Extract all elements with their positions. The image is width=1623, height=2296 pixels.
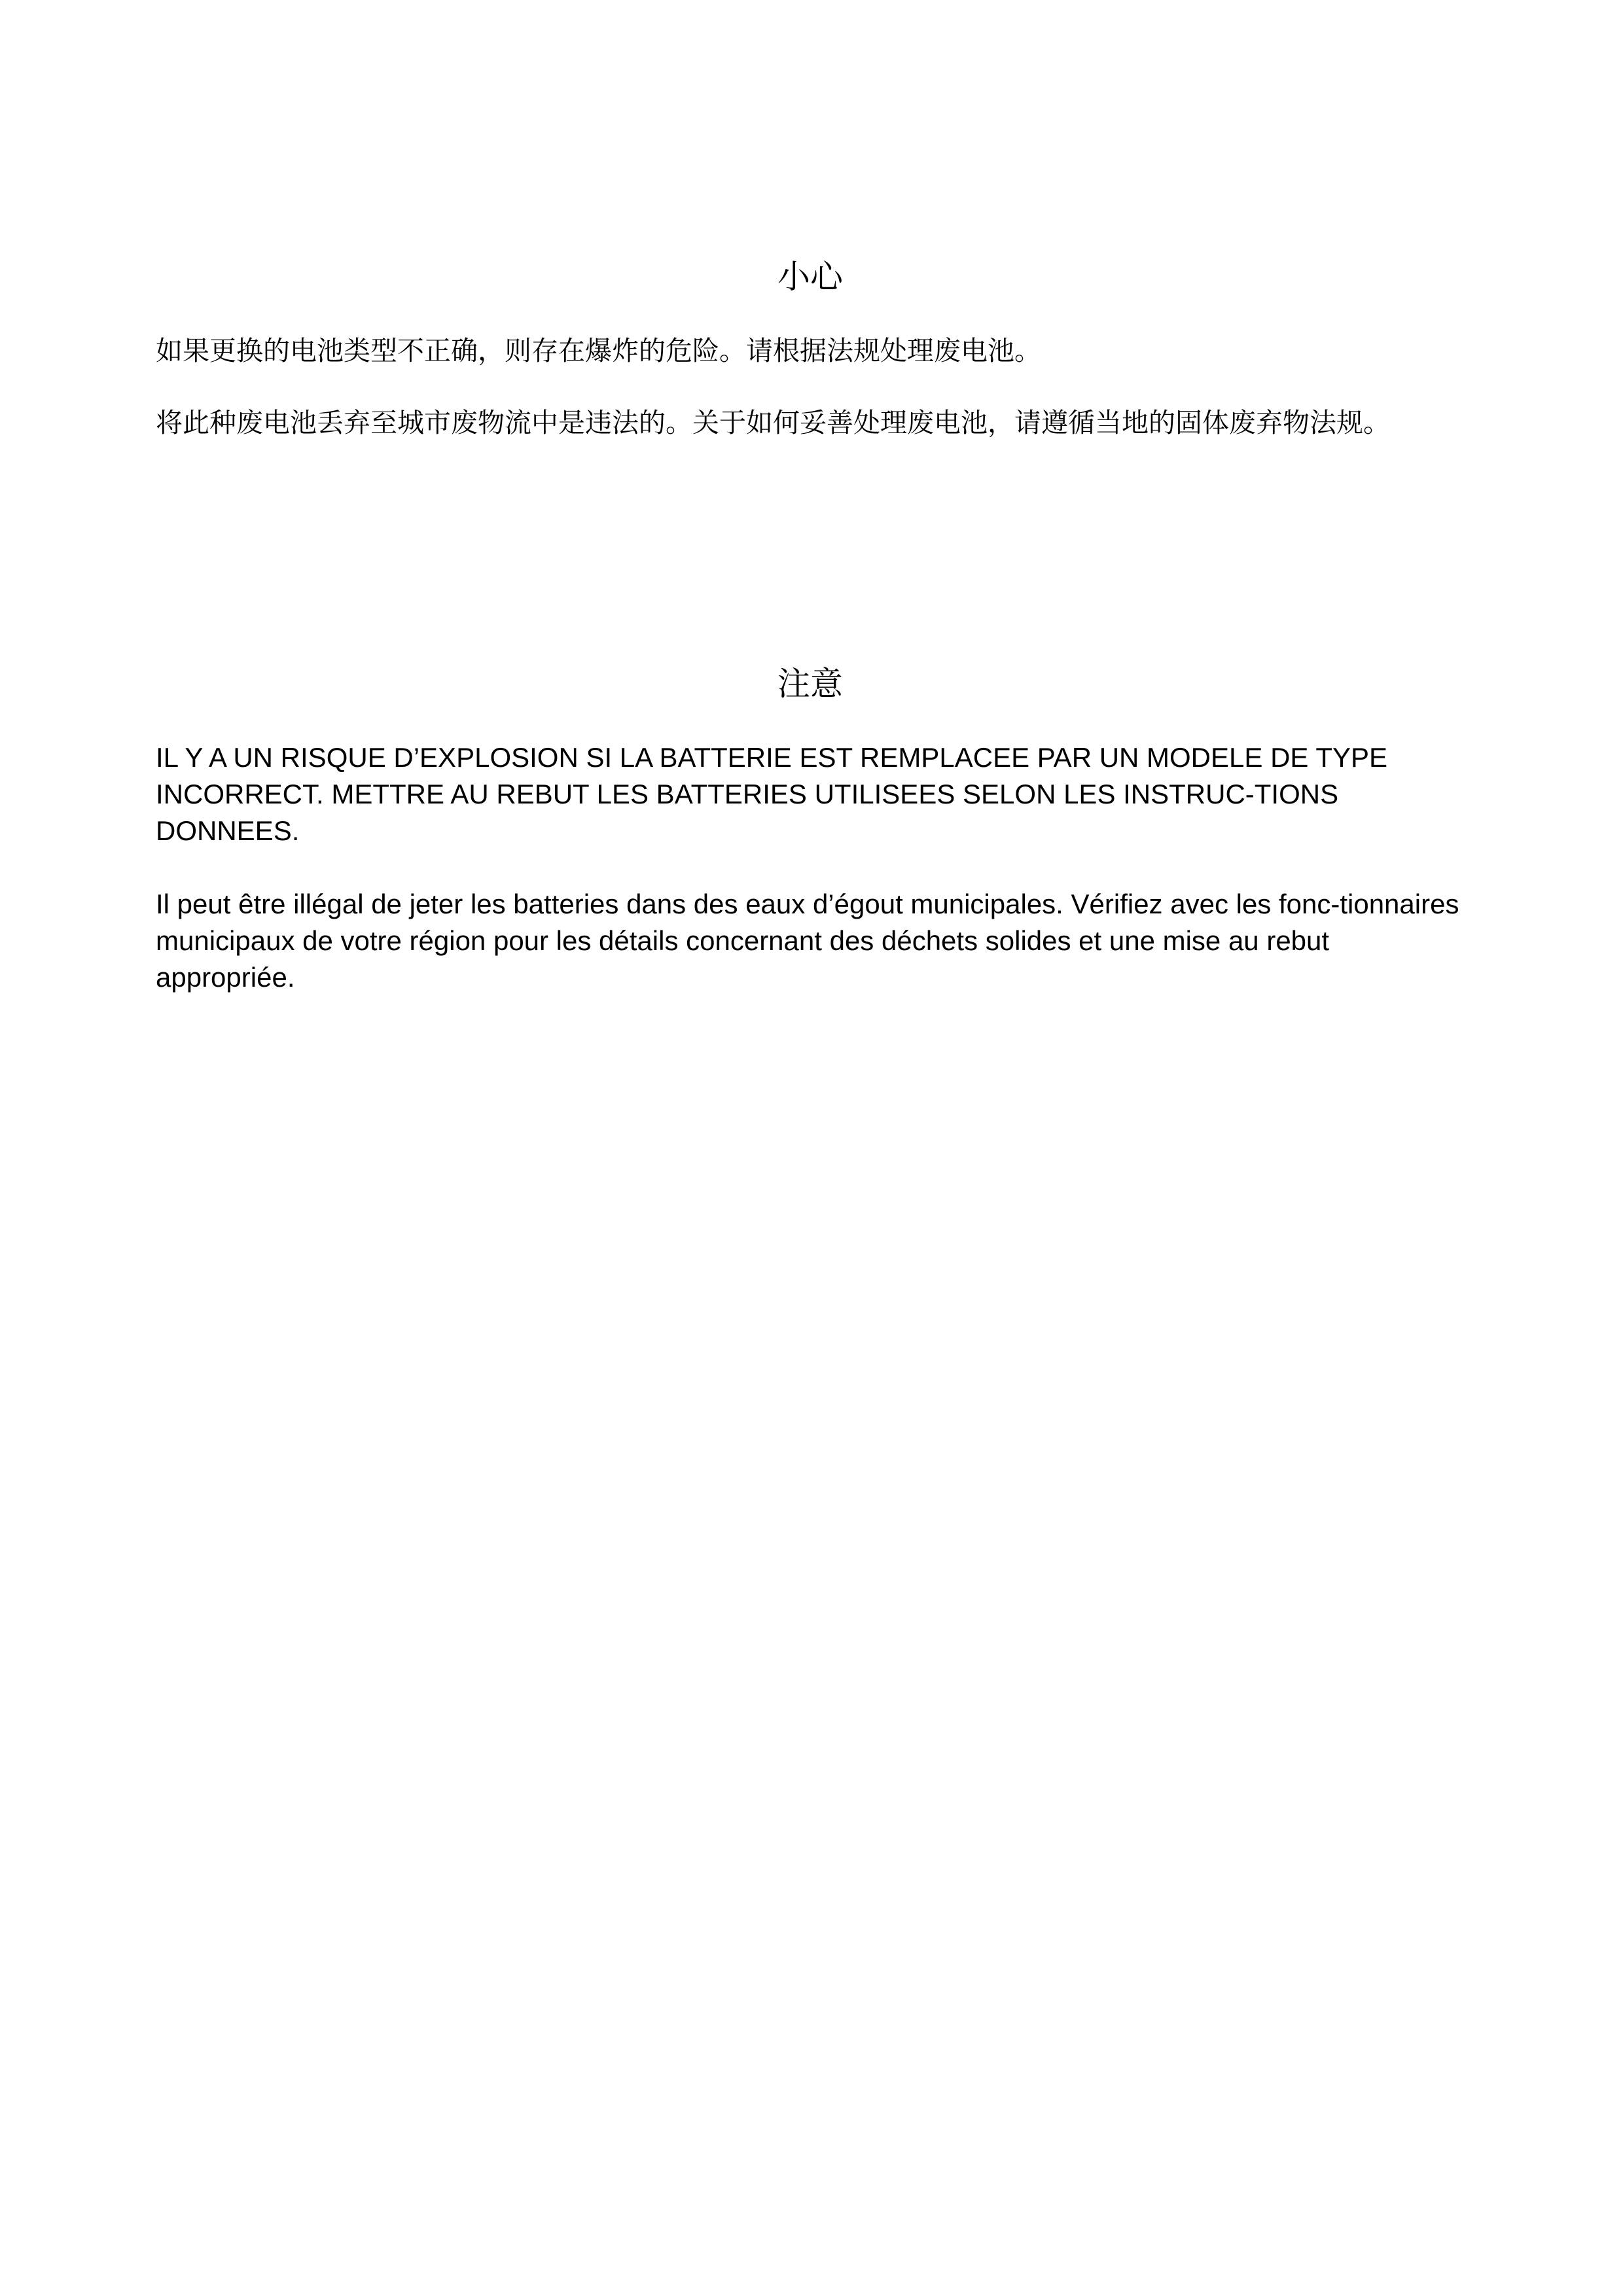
caution-paragraph-disposal-french: Il peut être illégal de jeter les batteries dans des eaux d’égout municipales. Vérifiez avec les fonc-tionnaires municipaux de votre région pour les détails concernant des déchets solides et une mise au rebut appropriée. — [156, 889, 1459, 993]
caution-paragraph-explosion-risk-french: IL Y A UN RISQUE D’EXPLOSION SI LA BATTERIE EST REMPLACEE PAR UN MODELE DE TYPE INCORRECT. METTRE AU REBUT LES BATTERIES UTILISEES SELON LES INSTRUC-TIONS DONNEES. — [156, 742, 1388, 846]
caution-heading-chinese: 小心 — [777, 258, 843, 296]
caution-section-chinese — [156, 254, 1465, 476]
caution-section-french — [156, 661, 1465, 1033]
caution-paragraph-disposal-chinese: 将此种废电池丢弃至城市废物流中是违法的。关于如何妥善处理废电池，请遵循当地的固体废弃物法规。 — [156, 407, 1390, 438]
caution-heading-french: 注意 — [777, 665, 843, 703]
caution-paragraph-explosion-risk-chinese: 如果更换的电池类型不正确，则存在爆炸的危险。请根据法规处理废电池。 — [156, 335, 1041, 366]
